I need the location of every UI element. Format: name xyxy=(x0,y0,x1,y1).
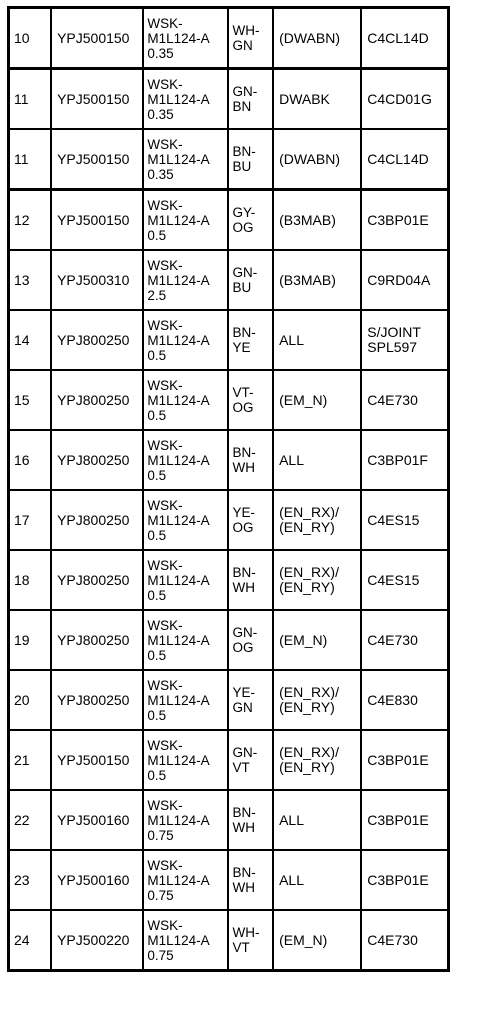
cell-connector: C4ES15 xyxy=(361,490,448,550)
table-row xyxy=(9,69,449,130)
cell-part-number: YPJ800250 xyxy=(51,610,143,670)
cell-part-number: YPJ800250 xyxy=(51,310,143,370)
cell-variant: (EN_RX)/ (EN_RY) xyxy=(273,670,361,730)
cell-connector: C3BP01E xyxy=(361,730,448,790)
cell-item-number: 16 xyxy=(9,430,52,490)
cell-item-number: 21 xyxy=(9,730,52,790)
cell-wire-spec: WSK- M1L124-A 0.5 xyxy=(143,430,228,490)
cell-variant: (B3MAB) xyxy=(273,190,361,251)
cell-item-number: 18 xyxy=(9,550,52,610)
cell-connector: C3BP01E xyxy=(361,190,448,251)
cell-wire-color: GY- OG xyxy=(228,190,273,251)
cell-item-number: 15 xyxy=(9,370,52,430)
cell-connector: C3BP01E xyxy=(361,850,448,910)
table-row xyxy=(9,550,449,610)
cell-part-number: YPJ800250 xyxy=(51,490,143,550)
cell-wire-color: WH- VT xyxy=(228,910,273,971)
cell-part-number: YPJ500160 xyxy=(51,850,143,910)
cell-wire-color: GN- OG xyxy=(228,610,273,670)
cell-wire-color: BN- YE xyxy=(228,310,273,370)
cell-item-number: 19 xyxy=(9,610,52,670)
cell-item-number: 11 xyxy=(9,129,52,190)
table-row xyxy=(9,910,449,971)
cell-wire-spec: WSK- M1L124-A 0.5 xyxy=(143,310,228,370)
cell-wire-spec: WSK- M1L124-A 0.35 xyxy=(143,129,228,190)
cell-variant: ALL xyxy=(273,850,361,910)
cell-variant: (EM_N) xyxy=(273,370,361,430)
cell-part-number: YPJ800250 xyxy=(51,550,143,610)
cell-wire-spec: WSK- M1L124-A 0.5 xyxy=(143,370,228,430)
cell-wire-color: BN- WH xyxy=(228,430,273,490)
cell-part-number: YPJ500220 xyxy=(51,910,143,971)
cell-variant: ALL xyxy=(273,790,361,850)
cell-wire-spec: WSK- M1L124-A 0.35 xyxy=(143,8,228,69)
cell-wire-spec: WSK- M1L124-A 0.5 xyxy=(143,730,228,790)
cell-wire-spec: WSK- M1L124-A 0.5 xyxy=(143,550,228,610)
cell-wire-spec: WSK- M1L124-A 0.75 xyxy=(143,790,228,850)
cell-wire-color: WH- GN xyxy=(228,8,273,69)
cell-wire-spec: WSK- M1L124-A 2.5 xyxy=(143,250,228,310)
cell-part-number: YPJ500160 xyxy=(51,790,143,850)
cell-variant: (EN_RX)/ (EN_RY) xyxy=(273,490,361,550)
cell-variant: (DWABN) xyxy=(273,129,361,190)
cell-variant: (EN_RX)/ (EN_RY) xyxy=(273,730,361,790)
table-row xyxy=(9,610,449,670)
cell-wire-color: BN- WH xyxy=(228,550,273,610)
cell-item-number: 24 xyxy=(9,910,52,971)
cell-wire-spec: WSK- M1L124-A 0.5 xyxy=(143,490,228,550)
cell-connector: C4ES15 xyxy=(361,550,448,610)
table-row xyxy=(9,129,449,190)
cell-item-number: 22 xyxy=(9,790,52,850)
cell-connector: C3BP01F xyxy=(361,430,448,490)
table-row xyxy=(9,370,449,430)
wire-table xyxy=(7,6,450,972)
cell-part-number: YPJ500150 xyxy=(51,730,143,790)
cell-variant: DWABK xyxy=(273,69,361,130)
cell-item-number: 14 xyxy=(9,310,52,370)
table-row xyxy=(9,310,449,370)
cell-item-number: 10 xyxy=(9,8,52,69)
cell-part-number: YPJ500150 xyxy=(51,129,143,190)
cell-item-number: 23 xyxy=(9,850,52,910)
cell-wire-spec: WSK- M1L124-A 0.75 xyxy=(143,910,228,971)
cell-part-number: YPJ500310 xyxy=(51,250,143,310)
cell-variant: ALL xyxy=(273,310,361,370)
cell-variant: (EN_RX)/ (EN_RY) xyxy=(273,550,361,610)
cell-wire-color: BN- WH xyxy=(228,850,273,910)
table-row xyxy=(9,790,449,850)
cell-item-number: 13 xyxy=(9,250,52,310)
cell-wire-spec: WSK- M1L124-A 0.35 xyxy=(143,69,228,130)
cell-connector: C4E730 xyxy=(361,910,448,971)
cell-variant: (DWABN) xyxy=(273,8,361,69)
wire-rows xyxy=(9,8,449,971)
cell-wire-color: YE- GN xyxy=(228,670,273,730)
cell-wire-color: GN- BN xyxy=(228,69,273,130)
cell-connector: C4CD01G xyxy=(361,69,448,130)
cell-wire-color: GN- BU xyxy=(228,250,273,310)
table-row xyxy=(9,490,449,550)
cell-wire-spec: WSK- M1L124-A 0.5 xyxy=(143,610,228,670)
cell-connector: C4E830 xyxy=(361,670,448,730)
table-row xyxy=(9,8,449,69)
cell-variant: (EM_N) xyxy=(273,910,361,971)
cell-connector: S/JOINT SPL597 xyxy=(361,310,448,370)
table-row xyxy=(9,430,449,490)
cell-variant: (B3MAB) xyxy=(273,250,361,310)
cell-part-number: YPJ800250 xyxy=(51,670,143,730)
table-row xyxy=(9,250,449,310)
cell-wire-color: YE- OG xyxy=(228,490,273,550)
cell-connector: C4CL14D xyxy=(361,8,448,69)
cell-variant: ALL xyxy=(273,430,361,490)
cell-item-number: 17 xyxy=(9,490,52,550)
cell-part-number: YPJ500150 xyxy=(51,190,143,251)
cell-item-number: 20 xyxy=(9,670,52,730)
cell-connector: C4CL14D xyxy=(361,129,448,190)
cell-part-number: YPJ500150 xyxy=(51,8,143,69)
cell-part-number: YPJ800250 xyxy=(51,370,143,430)
cell-connector: C9RD04A xyxy=(361,250,448,310)
cell-connector: C4E730 xyxy=(361,610,448,670)
cell-wire-spec: WSK- M1L124-A 0.75 xyxy=(143,850,228,910)
table-row xyxy=(9,730,449,790)
cell-item-number: 11 xyxy=(9,69,52,130)
cell-part-number: YPJ500150 xyxy=(51,69,143,130)
cell-item-number: 12 xyxy=(9,190,52,251)
table-row xyxy=(9,850,449,910)
cell-connector: C4E730 xyxy=(361,370,448,430)
cell-wire-color: GN- VT xyxy=(228,730,273,790)
table-row xyxy=(9,190,449,251)
cell-variant: (EM_N) xyxy=(273,610,361,670)
cell-wire-color: VT- OG xyxy=(228,370,273,430)
cell-wire-spec: WSK- M1L124-A 0.5 xyxy=(143,670,228,730)
cell-wire-color: BN- BU xyxy=(228,129,273,190)
cell-wire-spec: WSK- M1L124-A 0.5 xyxy=(143,190,228,251)
cell-wire-color: BN- WH xyxy=(228,790,273,850)
cell-part-number: YPJ800250 xyxy=(51,430,143,490)
cell-connector: C3BP01E xyxy=(361,790,448,850)
table-row xyxy=(9,670,449,730)
